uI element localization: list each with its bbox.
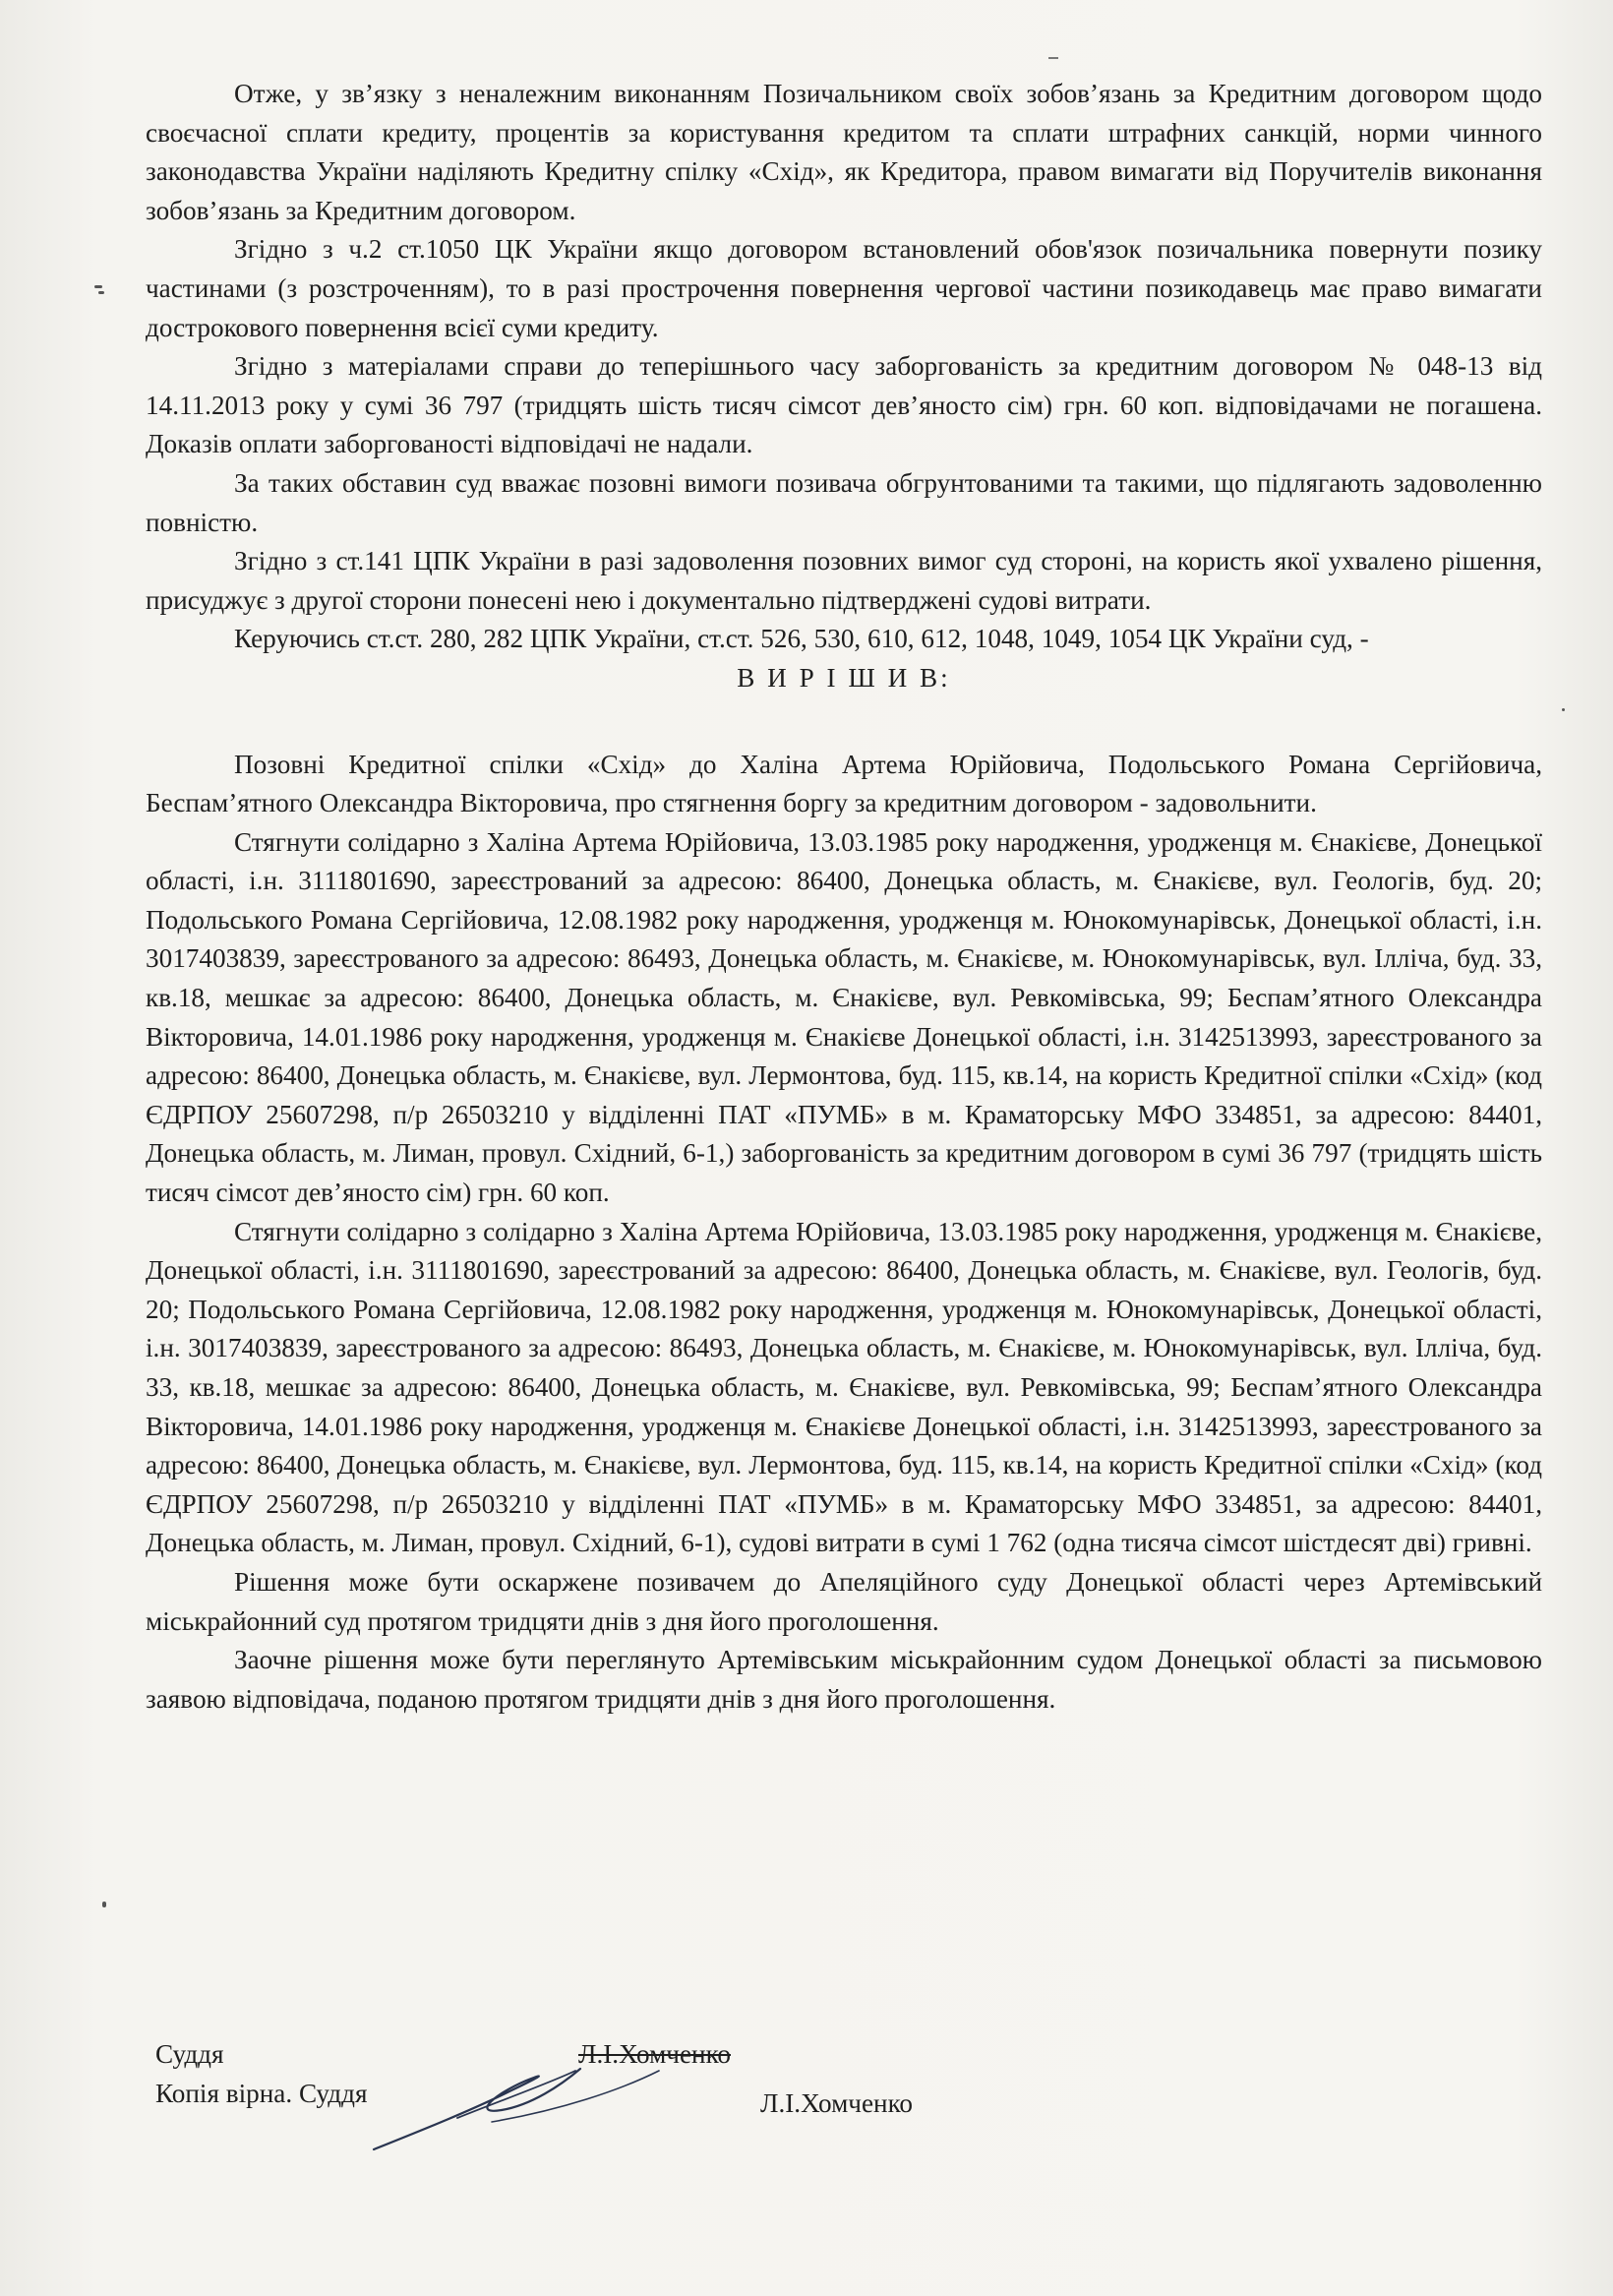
decision-paragraph: Заочне рішення може бути переглянуто Артемівським міськрайонним судом Донецької області за письмовою заявою відповідача, поданою протягом тридцяти днів з дня його проголошення. [146,1645,1542,1714]
paragraph: Згідно з матеріалами справи до теперішнього часу заборгованість за кредитним договором № 048-13 від 14.11.2013 року у сумі 36 797 (тридцять шість тисяч сімсот дев’яносто сім) грн. 60 коп. відповідачами не погашена. Доказів оплати заборгованості відповідачі не надали. [146,351,1542,459]
copy-label: Копія вірна. Суддя [155,2079,368,2108]
scan-mark [94,285,102,288]
judge-label: Суддя [155,2039,224,2069]
scan-mark [1048,57,1058,59]
paragraph: Згідно з ст.141 ЦПК України в разі задоволення позовних вимог суд стороні, на користь якої ухвалено рішення, присуджує з другої сторони понесені нею і документально підтверджені судові витрати. [146,546,1542,615]
handwritten-signature-icon [364,2041,777,2159]
decision-paragraph: Позовні Кредитної спілки «Схід» до Халіна Артема Юрійовича, Подольського Романа Сергійовича, Беспам’ятного Олександра Вікторовича, про стягнення боргу за кредитним договором - задовольнити. [146,749,1542,818]
scan-mark [102,1902,106,1907]
scan-mark [98,291,104,294]
paragraph: Згідно з ч.2 ст.1050 ЦК України якщо договором встановлений обов'язок позичальника повернути позику частинами (з розстроченням), то в разі прострочення повернення чергової частини позикодавець має право вимагати дострокового повернення всієї суми кредиту. [146,234,1542,342]
scan-mark [1562,708,1565,711]
judge-name: Л.І.Хомченко [578,2039,731,2069]
paragraph: Керуючись ст.ст. 280, 282 ЦПК України, ст.ст. 526, 530, 610, 612, 1048, 1049, 1054 ЦК України суд, - [234,624,1369,654]
paragraph: За таких обставин суд вважає позовні вимоги позивача обгрунтованими та такими, що підлягають задоволенню повністю. [146,467,1542,537]
decision-paragraph: Рішення може бути оскаржене позивачем до Апеляційного суду Донецької області через Артемівський міськрайонний суд протягом тридцяти днів з дня його проголошення. [146,1566,1542,1636]
decision-paragraph: Стягнути солідарно з солідарно з Халіна Артема Юрійовича, 13.03.1985 року народження, уродженця м. Єнакієве, Донецької області, і.н. 3111801690, зареєстрований за адресою: 86400, Донецька область, м. Єнакієве, вул. Геологів, буд. 20; Подольського Романа Сергійовича, 12.08.1982 року народження, уродженця м. Юнокомунарівськ, Донецької області, і.н. 3017403839, зареєстрованого за адресою: 86493, Донецька область, м. Єнакієве, м. Юнокомунарівськ, вул. Ілліча, буд. 33, кв.18, мешкає за адресою: 86400, Донецька область, м. Єнакієве, вул. Ревкомівська, 99; Беспам’ятного Олександра Вікторовича, 14.01.1986 року народження, уродженця м. Єнакієве Донецької області, і.н. 3142513993, зареєстрованого за адресою: 86400, Донецька область, м. Єнакієве, вул. Лермонтова, буд. 115, кв.14, на користь Кредитної спілки «Схід» (код ЄДРПОУ 25607298, п/р 26503210 у відділенні ПАТ «ПУМБ» в м. Краматорську МФО 334851, за адресою: 84401, Донецька область, м. Лиман, провул. Східний, 6-1), судові витрати в сумі 1 762 (одна тисяча сімсот шістдесят дві) гривні. [146,1216,1542,1558]
paragraph: Отже, у зв’язку з неналежним виконанням Позичальником своїх зобов’язань за Кредитним договором щодо своєчасної сплати кредиту, процентів за користування кредитом та сплати штрафних санкцій, норми чинного законодавства України наділяють Кредитну спілку «Схід», як Кредитора, правом вимагати від Поручителів виконання зобов’язань за Кредитним договором. [146,79,1542,225]
document-body [146,75,1542,1719]
decision-heading: В И Р І Ш И В: [737,662,951,693]
copy-judge-name: Л.І.Хомченко [760,2088,913,2118]
decision-paragraph: Стягнути солідарно з Халіна Артема Юрійовича, 13.03.1985 року народження, уродженця м. Єнакієве, Донецької області, і.н. 3111801690, зареєстрований за адресою: 86400, Донецька область, м. Єнакієве, вул. Геологів, буд. 20; Подольського Романа Сергійовича, 12.08.1982 року народження, уродженця м. Юнокомунарівськ, Донецької області, і.н. 3017403839, зареєстрованого за адресою: 86493, Донецька область, м. Єнакієве, м. Юнокомунарівськ, вул. Ілліча, буд. 33, кв.18, мешкає за адресою: 86400, Донецька область, м. Єнакієве, вул. Ревкомівська, 99; Беспам’ятного Олександра Вікторовича, 14.01.1986 року народження, уродженця м. Єнакієве Донецької області, і.н. 3142513993, зареєстрованого за адресою: 86400, Донецька область, м. Єнакієве, вул. Лермонтова, буд. 115, кв.14, на користь Кредитної спілки «Схід» (код ЄДРПОУ 25607298, п/р 26503210 у відділенні ПАТ «ПУМБ» в м. Краматорську МФО 334851, за адресою: 84401, Донецька область, м. Лиман, провул. Східний, 6-1,) заборгованість за кредитним договором в сумі 36 797 (тридцять шість тисяч сімсот дев’яносто сім) грн. 60 коп. [146,826,1542,1208]
